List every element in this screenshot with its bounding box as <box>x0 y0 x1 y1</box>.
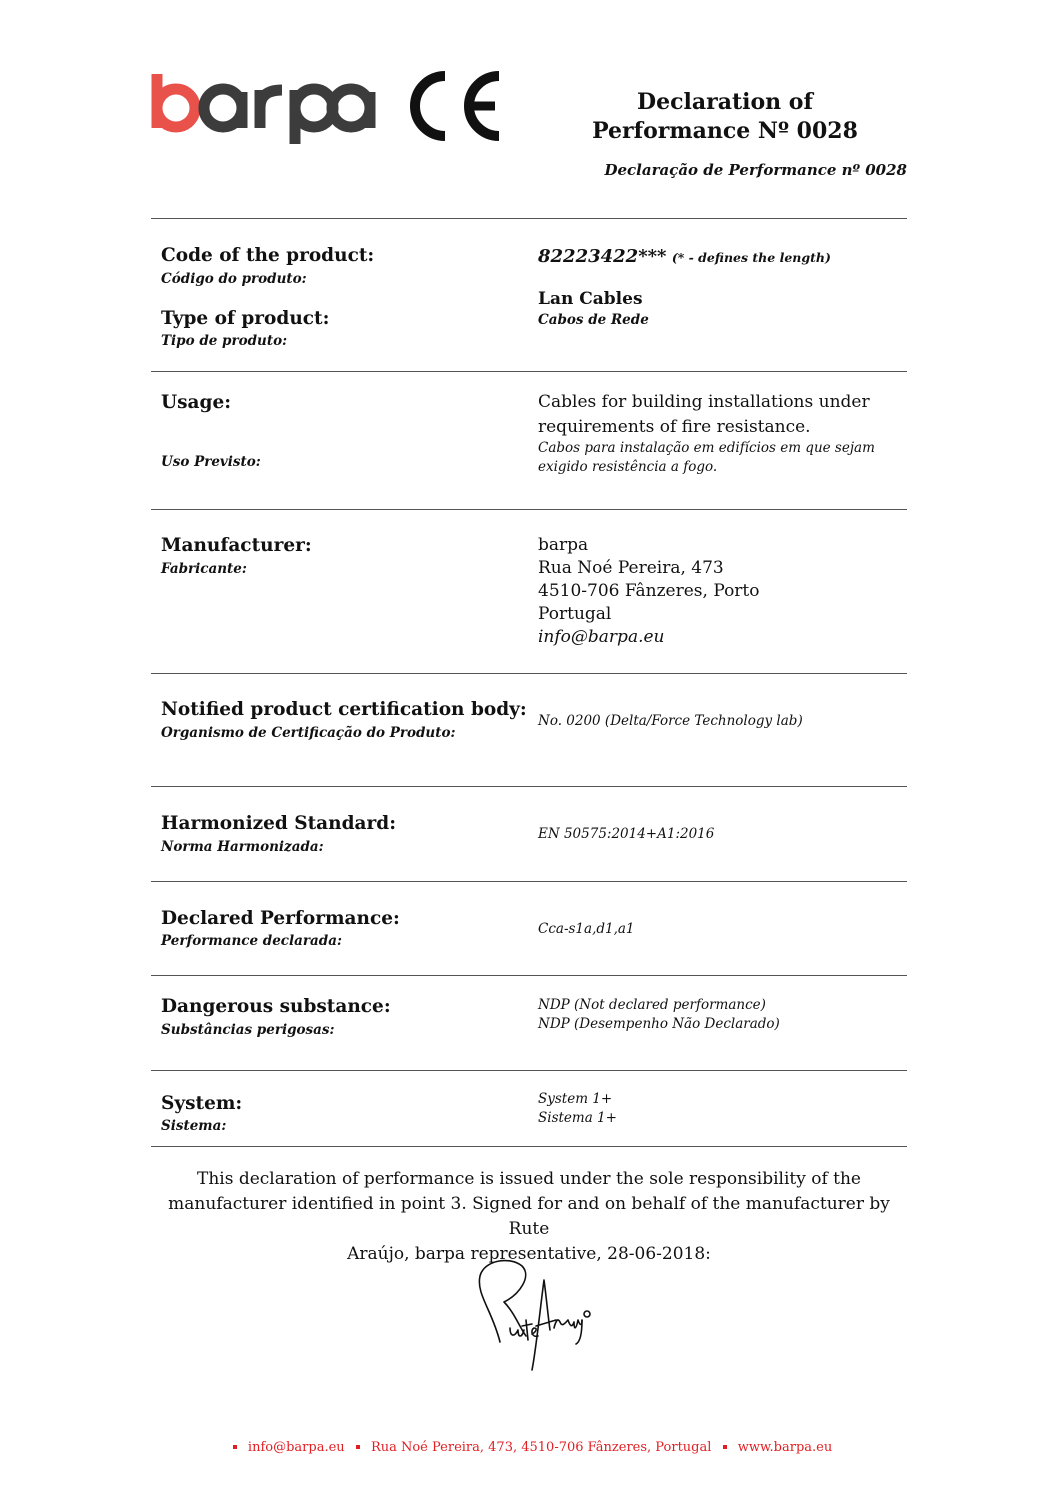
product-code-note: (* - defines the length) <box>671 250 831 265</box>
divider <box>151 975 907 976</box>
footer-website[interactable]: www.barpa.eu <box>737 1440 833 1455</box>
signature <box>470 1250 595 1380</box>
code-label: Code of the product: <box>161 245 375 266</box>
standard-value: EN 50575:2014+A1:2016 <box>538 826 715 842</box>
divider <box>151 881 907 882</box>
divider <box>151 786 907 787</box>
manufacturer-city: 4510-706 Fânzeres, Porto <box>538 581 760 601</box>
dangerous-value-line-2: NDP (Desempenho Não Declarado) <box>538 1016 780 1032</box>
system-value-line-2: Sistema 1+ <box>538 1110 617 1126</box>
manufacturer-label: Manufacturer: <box>161 535 312 556</box>
footer-email[interactable]: info@barpa.eu <box>247 1440 345 1455</box>
bullet-icon <box>356 1445 360 1449</box>
footer-address: Rua Noé Pereira, 473, 4510-706 Fânzeres, Portugal <box>370 1440 712 1455</box>
divider <box>151 673 907 674</box>
document-title <box>560 88 890 146</box>
certification-label: Notified product certification body: <box>161 699 527 720</box>
declaration-line-3: Araújo, barpa representative, 28-06-2018: <box>347 1244 711 1264</box>
title-line-1: Declaration of <box>637 89 813 115</box>
divider <box>151 218 907 219</box>
bullet-icon <box>723 1445 727 1449</box>
dangerous-sublabel: Substâncias perigosas: <box>161 1022 335 1038</box>
usage-value-line-1: Cables for building installations under <box>538 392 870 412</box>
manufacturer-email: info@barpa.eu <box>538 627 665 647</box>
dangerous-value-line-1: NDP (Not declared performance) <box>538 997 766 1013</box>
title-line-2: Performance Nº 0028 <box>592 118 858 144</box>
usage-value-pt-line-1: Cabos para instalação em edifícios em que sejam <box>538 440 875 456</box>
usage-sublabel: Uso Previsto: <box>161 454 261 470</box>
certification-sublabel: Organismo de Certificação do Produto: <box>161 725 456 741</box>
document-subtitle: Declaração de Performance nº 0028 <box>604 161 907 179</box>
code-value-row <box>538 245 831 269</box>
standard-sublabel: Norma Harmonizada: <box>161 839 324 855</box>
manufacturer-name: barpa <box>538 535 589 555</box>
usage-label: Usage: <box>161 392 232 413</box>
manufacturer-street: Rua Noé Pereira, 473 <box>538 558 724 578</box>
divider <box>151 509 907 510</box>
bullet-icon <box>233 1445 237 1449</box>
barpa-logo <box>148 66 380 146</box>
standard-label: Harmonized Standard: <box>161 813 397 834</box>
manufacturer-country: Portugal <box>538 604 612 624</box>
type-value: Lan Cables <box>538 289 643 309</box>
system-sublabel: Sistema: <box>161 1118 227 1134</box>
performance-sublabel: Performance declarada: <box>161 933 342 949</box>
type-label: Type of product: <box>161 308 330 329</box>
code-sublabel: Código do produto: <box>161 271 307 287</box>
usage-value-pt-line-2: exigido resistência a fogo. <box>538 459 718 475</box>
divider <box>151 1146 907 1147</box>
type-value-pt: Cabos de Rede <box>538 312 649 328</box>
type-sublabel: Tipo de produto: <box>161 333 288 349</box>
manufacturer-sublabel: Fabricante: <box>161 561 247 577</box>
performance-label: Declared Performance: <box>161 908 400 929</box>
footer-contact <box>0 1440 1058 1455</box>
declaration-line-1: This declaration of performance is issued under the sole responsibility of the <box>196 1169 861 1189</box>
system-value-line-1: System 1+ <box>538 1091 613 1107</box>
product-code: 82223422*** <box>538 246 667 267</box>
barpa-logo-graphic <box>148 66 380 146</box>
system-label: System: <box>161 1093 243 1114</box>
certification-value: No. 0200 (Delta/Force Technology lab) <box>538 713 803 729</box>
declaration-line-2: manufacturer identified in point 3. Signed for and on behalf of the manufacturer by Rute <box>168 1194 890 1239</box>
divider <box>151 1070 907 1071</box>
dangerous-label: Dangerous substance: <box>161 996 391 1017</box>
usage-value-line-2: requirements of fire resistance. <box>538 417 811 437</box>
divider <box>151 371 907 372</box>
performance-value: Cca-s1a,d1,a1 <box>538 921 635 937</box>
ce-mark-icon <box>405 70 505 142</box>
